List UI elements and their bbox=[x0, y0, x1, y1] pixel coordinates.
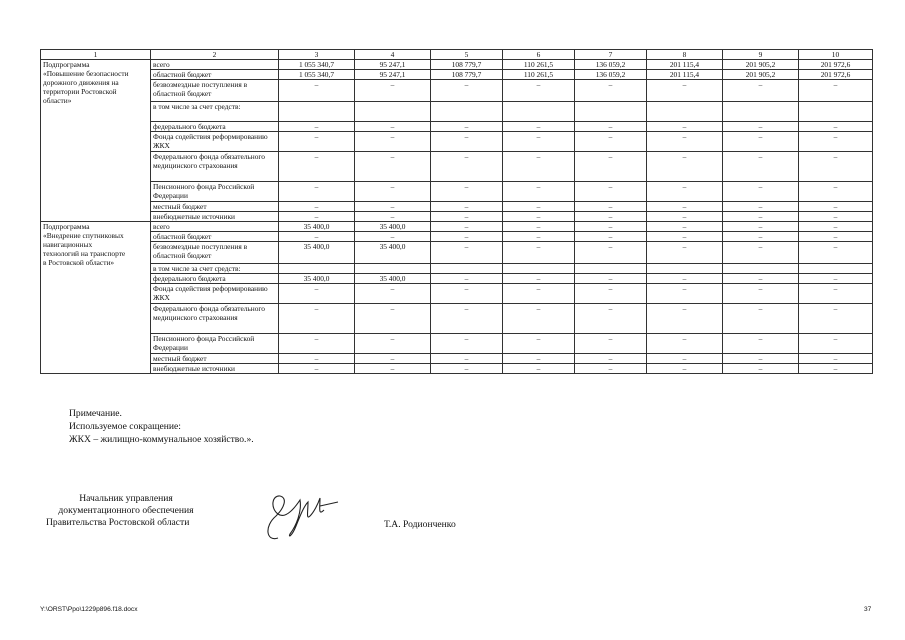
amount-cell: – bbox=[799, 122, 873, 132]
header-cell: 3 bbox=[279, 50, 355, 60]
amount-cell: – bbox=[355, 202, 431, 212]
amount-cell: – bbox=[575, 274, 647, 284]
amount-cell: 1 055 340,7 bbox=[279, 70, 355, 80]
amount-cell: – bbox=[503, 364, 575, 374]
amount-cell: – bbox=[575, 334, 647, 354]
table-row bbox=[41, 222, 873, 232]
amount-cell: – bbox=[431, 242, 503, 264]
amount-cell: 35 400,0 bbox=[355, 274, 431, 284]
amount-cell: – bbox=[799, 80, 873, 102]
amount-cell: – bbox=[575, 232, 647, 242]
amount-cell: – bbox=[647, 122, 723, 132]
amount-cell: – bbox=[799, 274, 873, 284]
amount-cell: – bbox=[355, 334, 431, 354]
source-label-cell: областной бюджет bbox=[151, 232, 279, 242]
amount-cell: – bbox=[355, 212, 431, 222]
amount-cell: – bbox=[723, 334, 799, 354]
position-line: Начальник управления bbox=[79, 493, 173, 504]
amount-cell: – bbox=[503, 182, 575, 202]
program-name-line: области» bbox=[43, 96, 72, 105]
amount-cell: – bbox=[647, 222, 723, 232]
amount-cell: 201 972,6 bbox=[799, 60, 873, 70]
source-label-cell: Фонда содействия реформированию ЖКХ bbox=[151, 132, 279, 152]
source-label-cell: местный бюджет bbox=[151, 354, 279, 364]
source-label-cell: всего bbox=[151, 60, 279, 70]
table-row bbox=[41, 102, 873, 122]
amount-cell: – bbox=[799, 364, 873, 374]
amount-cell: – bbox=[503, 274, 575, 284]
program-name-cell bbox=[41, 222, 151, 374]
amount-cell: 136 059,2 bbox=[575, 70, 647, 80]
amount-cell: – bbox=[503, 304, 575, 334]
file-path: Y:\ORST\Ppo\1229p896.f18.docx bbox=[40, 606, 138, 613]
position-line: Правительства Ростовской области bbox=[46, 517, 190, 528]
amount-cell: – bbox=[647, 80, 723, 102]
source-label-cell: Пенсионного фонда Российской Федерации bbox=[151, 182, 279, 202]
amount-cell: – bbox=[575, 132, 647, 152]
amount-cell: – bbox=[503, 202, 575, 212]
amount-cell: 1 055 340,7 bbox=[279, 60, 355, 70]
amount-cell: – bbox=[279, 122, 355, 132]
amount-cell: – bbox=[647, 334, 723, 354]
amount-cell: – bbox=[647, 274, 723, 284]
amount-cell: – bbox=[431, 334, 503, 354]
amount-cell: 201 115,4 bbox=[647, 60, 723, 70]
header-cell: 7 bbox=[575, 50, 647, 60]
amount-cell: – bbox=[799, 232, 873, 242]
amount-cell: – bbox=[647, 232, 723, 242]
amount-cell bbox=[279, 264, 355, 274]
table-row bbox=[41, 132, 873, 152]
amount-cell: – bbox=[723, 202, 799, 212]
amount-cell: 35 400,0 bbox=[279, 274, 355, 284]
source-label-cell: в том числе за счет средств: bbox=[151, 264, 279, 274]
header-cell: 6 bbox=[503, 50, 575, 60]
amount-cell: – bbox=[723, 212, 799, 222]
amount-cell: – bbox=[799, 304, 873, 334]
amount-cell: – bbox=[431, 182, 503, 202]
amount-cell: – bbox=[355, 152, 431, 182]
amount-cell: – bbox=[355, 132, 431, 152]
amount-cell: – bbox=[279, 364, 355, 374]
source-label-cell: Федерального фонда обязательного медицинского страхования bbox=[151, 304, 279, 334]
amount-cell: – bbox=[575, 304, 647, 334]
table-row bbox=[41, 274, 873, 284]
amount-cell: 201 905,2 bbox=[723, 70, 799, 80]
amount-cell: – bbox=[723, 304, 799, 334]
amount-cell: – bbox=[647, 242, 723, 264]
amount-cell: – bbox=[431, 364, 503, 374]
amount-cell: 108 779,7 bbox=[431, 60, 503, 70]
table-row bbox=[41, 80, 873, 102]
amount-cell: – bbox=[575, 202, 647, 212]
program-name-line: Подпрограмма bbox=[43, 222, 90, 231]
amount-cell: – bbox=[503, 132, 575, 152]
amount-cell: – bbox=[575, 152, 647, 182]
amount-cell: – bbox=[355, 354, 431, 364]
amount-cell: – bbox=[575, 242, 647, 264]
amount-cell: – bbox=[503, 284, 575, 304]
amount-cell: – bbox=[647, 132, 723, 152]
amount-cell: 95 247,1 bbox=[355, 60, 431, 70]
amount-cell bbox=[575, 102, 647, 122]
amount-cell: – bbox=[575, 284, 647, 304]
amount-cell bbox=[799, 102, 873, 122]
amount-cell: – bbox=[279, 354, 355, 364]
table-row bbox=[41, 152, 873, 182]
amount-cell: – bbox=[431, 132, 503, 152]
table-row bbox=[41, 242, 873, 264]
table-row bbox=[41, 232, 873, 242]
amount-cell: – bbox=[503, 232, 575, 242]
amount-cell: – bbox=[355, 122, 431, 132]
amount-cell: 108 779,7 bbox=[431, 70, 503, 80]
amount-cell bbox=[723, 102, 799, 122]
amount-cell bbox=[431, 102, 503, 122]
amount-cell: – bbox=[575, 80, 647, 102]
amount-cell: – bbox=[279, 304, 355, 334]
source-label-cell: федерального бюджета bbox=[151, 122, 279, 132]
amount-cell: – bbox=[279, 284, 355, 304]
amount-cell: – bbox=[575, 364, 647, 374]
source-label-cell: Федерального фонда обязательного медицинского страхования bbox=[151, 152, 279, 182]
amount-cell: 95 247,1 bbox=[355, 70, 431, 80]
amount-cell: – bbox=[799, 152, 873, 182]
amount-cell: – bbox=[723, 182, 799, 202]
amount-cell: 201 115,4 bbox=[647, 70, 723, 80]
program-name-line: технологий на транспорте bbox=[43, 249, 126, 258]
amount-cell: – bbox=[431, 80, 503, 102]
amount-cell: – bbox=[723, 364, 799, 374]
amount-cell: 35 400,0 bbox=[355, 222, 431, 232]
header-cell: 2 bbox=[151, 50, 279, 60]
amount-cell: – bbox=[799, 212, 873, 222]
amount-cell: – bbox=[647, 212, 723, 222]
signer-name: Т.А. Родионченко bbox=[384, 519, 456, 530]
amount-cell bbox=[575, 264, 647, 274]
signer-position bbox=[46, 493, 206, 529]
amount-cell: – bbox=[279, 182, 355, 202]
page-number: 37 bbox=[864, 606, 872, 613]
amount-cell bbox=[279, 102, 355, 122]
amount-cell: – bbox=[799, 284, 873, 304]
table-row bbox=[41, 264, 873, 274]
program-name-line: дорожного движения на bbox=[43, 78, 119, 87]
note-line: ЖКХ – жилищно-коммунальное хозяйство.». bbox=[69, 434, 254, 445]
amount-cell: – bbox=[723, 222, 799, 232]
source-label-cell: безвозмездные поступления в областной бюджет bbox=[151, 242, 279, 264]
note-line: Используемое сокращение: bbox=[69, 421, 181, 432]
amount-cell: – bbox=[503, 334, 575, 354]
source-label-cell: Пенсионного фонда Российской Федерации bbox=[151, 334, 279, 354]
amount-cell: 35 400,0 bbox=[279, 222, 355, 232]
table-row bbox=[41, 202, 873, 212]
program-name-line: Подпрограмма bbox=[43, 60, 90, 69]
amount-cell: 201 972,6 bbox=[799, 70, 873, 80]
header-cell: 4 bbox=[355, 50, 431, 60]
amount-cell: – bbox=[503, 80, 575, 102]
header-cell: 8 bbox=[647, 50, 723, 60]
amount-cell bbox=[355, 102, 431, 122]
table-row bbox=[41, 364, 873, 374]
amount-cell: – bbox=[799, 202, 873, 212]
amount-cell: – bbox=[431, 274, 503, 284]
amount-cell: – bbox=[575, 182, 647, 202]
amount-cell: – bbox=[647, 202, 723, 212]
amount-cell: 35 400,0 bbox=[355, 242, 431, 264]
amount-cell bbox=[355, 264, 431, 274]
amount-cell: – bbox=[723, 122, 799, 132]
position-line: документационного обеспечения bbox=[58, 505, 194, 516]
header-cell: 10 bbox=[799, 50, 873, 60]
header-cell: 5 bbox=[431, 50, 503, 60]
amount-cell bbox=[431, 264, 503, 274]
table-row bbox=[41, 334, 873, 354]
amount-cell: – bbox=[431, 212, 503, 222]
amount-cell: – bbox=[503, 122, 575, 132]
amount-cell: – bbox=[723, 232, 799, 242]
amount-cell: 110 261,5 bbox=[503, 70, 575, 80]
amount-cell: – bbox=[431, 304, 503, 334]
amount-cell: – bbox=[723, 354, 799, 364]
amount-cell: – bbox=[503, 152, 575, 182]
amount-cell bbox=[723, 264, 799, 274]
amount-cell: – bbox=[723, 152, 799, 182]
amount-cell: – bbox=[575, 222, 647, 232]
amount-cell: – bbox=[723, 80, 799, 102]
budget-table bbox=[40, 49, 873, 374]
amount-cell: – bbox=[503, 222, 575, 232]
amount-cell: – bbox=[279, 232, 355, 242]
table-row bbox=[41, 284, 873, 304]
table-row bbox=[41, 304, 873, 334]
source-label-cell: Фонда содействия реформированию ЖКХ bbox=[151, 284, 279, 304]
amount-cell: – bbox=[723, 274, 799, 284]
amount-cell: – bbox=[279, 202, 355, 212]
amount-cell: – bbox=[279, 152, 355, 182]
amount-cell: – bbox=[647, 364, 723, 374]
amount-cell bbox=[647, 264, 723, 274]
amount-cell: – bbox=[647, 182, 723, 202]
amount-cell: – bbox=[647, 304, 723, 334]
amount-cell: – bbox=[431, 284, 503, 304]
amount-cell: 110 261,5 bbox=[503, 60, 575, 70]
amount-cell: – bbox=[799, 242, 873, 264]
amount-cell: – bbox=[355, 80, 431, 102]
table-row bbox=[41, 122, 873, 132]
amount-cell: – bbox=[355, 182, 431, 202]
table-row bbox=[41, 212, 873, 222]
table-row bbox=[41, 182, 873, 202]
amount-cell: – bbox=[431, 122, 503, 132]
table-row bbox=[41, 70, 873, 80]
amount-cell: – bbox=[799, 132, 873, 152]
amount-cell: – bbox=[279, 212, 355, 222]
handwritten-signature bbox=[258, 486, 348, 546]
amount-cell: – bbox=[279, 132, 355, 152]
amount-cell: – bbox=[575, 122, 647, 132]
header-cell: 1 bbox=[41, 50, 151, 60]
amount-cell: – bbox=[279, 334, 355, 354]
program-name-line: территории Ростовской bbox=[43, 87, 117, 96]
source-label-cell: областной бюджет bbox=[151, 70, 279, 80]
program-name-line: «Внедрение спутниковых bbox=[43, 231, 124, 240]
table-row bbox=[41, 60, 873, 70]
amount-cell bbox=[647, 102, 723, 122]
amount-cell: – bbox=[647, 354, 723, 364]
header-cell: 9 bbox=[723, 50, 799, 60]
note-block bbox=[69, 407, 254, 446]
source-label-cell: всего bbox=[151, 222, 279, 232]
amount-cell: – bbox=[799, 354, 873, 364]
program-name-line: в Ростовской области» bbox=[43, 258, 115, 267]
source-label-cell: внебюджетные источники bbox=[151, 212, 279, 222]
amount-cell: – bbox=[723, 132, 799, 152]
amount-cell: – bbox=[431, 152, 503, 182]
amount-cell: – bbox=[431, 222, 503, 232]
amount-cell: – bbox=[503, 354, 575, 364]
amount-cell: – bbox=[799, 222, 873, 232]
program-name-line: «Повышение безопасности bbox=[43, 69, 129, 78]
amount-cell: – bbox=[799, 182, 873, 202]
amount-cell bbox=[799, 264, 873, 274]
source-label-cell: федерального бюджета bbox=[151, 274, 279, 284]
program-name-line: навигационных bbox=[43, 240, 93, 249]
amount-cell: – bbox=[431, 354, 503, 364]
amount-cell: – bbox=[575, 212, 647, 222]
budget-table-body bbox=[41, 50, 873, 374]
amount-cell: – bbox=[723, 284, 799, 304]
amount-cell: – bbox=[355, 284, 431, 304]
amount-cell: – bbox=[647, 284, 723, 304]
amount-cell bbox=[503, 102, 575, 122]
source-label-cell: безвозмездные поступления в областной бюджет bbox=[151, 80, 279, 102]
amount-cell: – bbox=[431, 232, 503, 242]
amount-cell: – bbox=[355, 232, 431, 242]
table-row bbox=[41, 354, 873, 364]
amount-cell: – bbox=[575, 354, 647, 364]
amount-cell: – bbox=[647, 152, 723, 182]
amount-cell: – bbox=[503, 242, 575, 264]
amount-cell: 35 400,0 bbox=[279, 242, 355, 264]
amount-cell: – bbox=[503, 212, 575, 222]
amount-cell: – bbox=[431, 202, 503, 212]
amount-cell: 201 905,2 bbox=[723, 60, 799, 70]
amount-cell bbox=[503, 264, 575, 274]
source-label-cell: местный бюджет bbox=[151, 202, 279, 212]
amount-cell: – bbox=[355, 304, 431, 334]
program-name-cell bbox=[41, 60, 151, 222]
amount-cell: – bbox=[799, 334, 873, 354]
amount-cell: – bbox=[355, 364, 431, 374]
header-row bbox=[41, 50, 873, 60]
amount-cell: 136 059,2 bbox=[575, 60, 647, 70]
amount-cell: – bbox=[723, 242, 799, 264]
amount-cell: – bbox=[279, 80, 355, 102]
source-label-cell: внебюджетные источники bbox=[151, 364, 279, 374]
note-title: Примечание. bbox=[69, 408, 122, 419]
source-label-cell: в том числе за счет средств: bbox=[151, 102, 279, 122]
